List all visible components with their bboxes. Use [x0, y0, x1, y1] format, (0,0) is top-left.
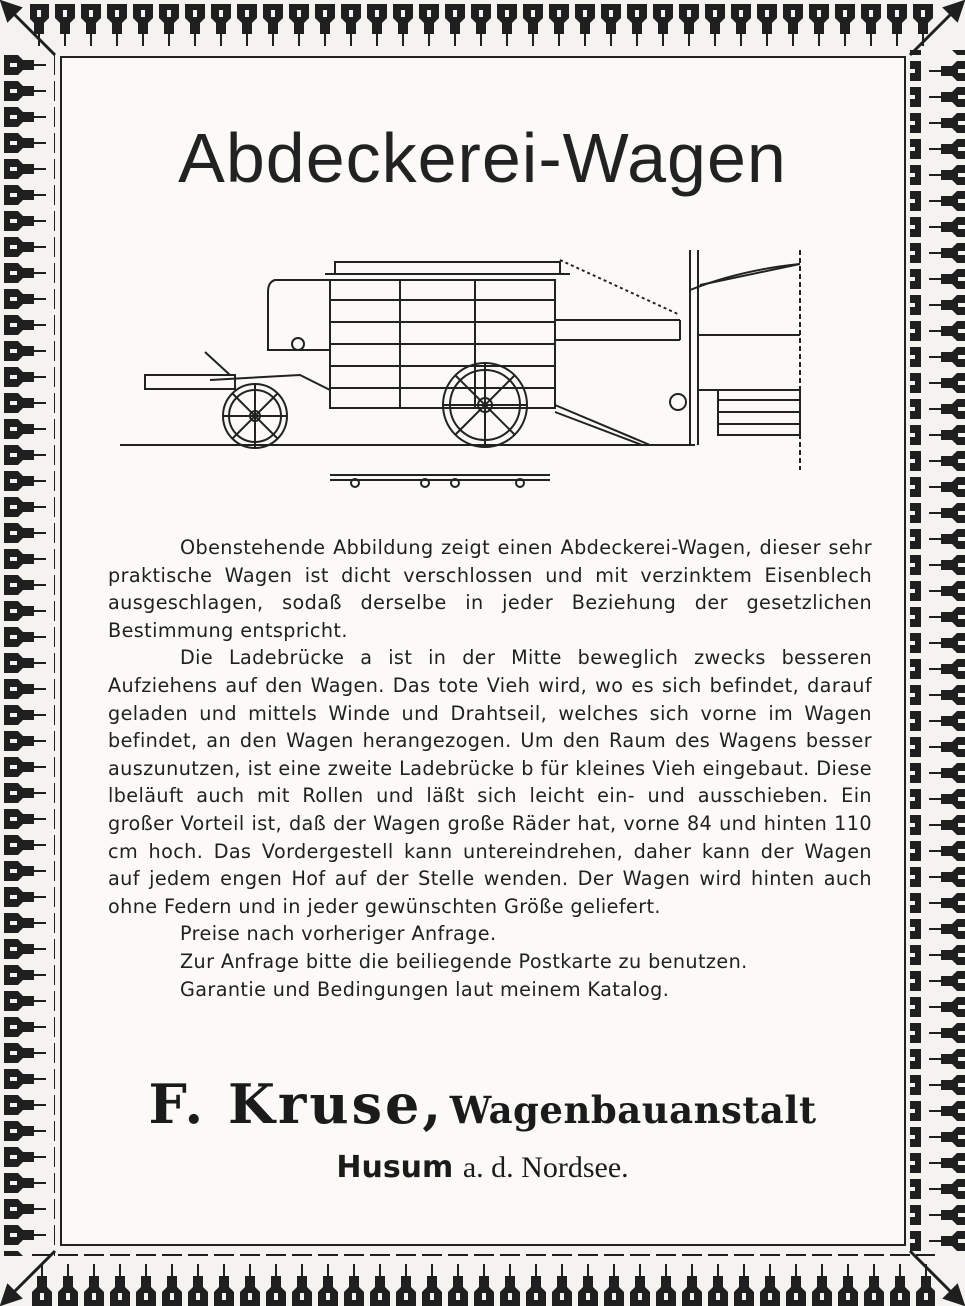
paragraph-prices: Preise nach vorheriger Anfrage. [180, 922, 497, 946]
city-name: Husum [336, 1150, 454, 1185]
company-line [0, 1072, 965, 1136]
paragraph-details: Die Ladebrücke a ist in der Mitte beweglich zwecks besseren Aufziehens auf den Wagen. Das tote Vieh wird, wo es sich befindet, darauf geladen und mittels Winde und Drahtseil, welches sich vorne im Wagen befindet, an den Wagen herangezogen. Um den Raum des Wagens besser auszunutzen, ist eine zweite Ladebrücke b für kleines Vieh eingebaut. Diese lbeläuft auch mit Rollen und läßt sich leicht ein- und ausschieben. Ein großer Vorteil ist, daß der Wagen große Räder hat, vorne 84 und hinten 110 cm hoch. Das Vordergestell kann untereindrehen, daher kann der Wagen auf jedem engen Hof auf der Stelle wenden. Der Wagen wird hinten auch ohne Federn und in jeder gewünschten Größe geliefert. [108, 646, 872, 918]
advert-title: Abdeckerei-Wagen [178, 119, 787, 197]
paragraph-postcard: Zur Anfrage bitte die beiliegende Postkarte zu benutzen. [180, 949, 748, 973]
company-location [0, 1150, 965, 1185]
company-trade: Wagenbauanstalt [449, 1088, 817, 1132]
horse-cart-illustration [120, 240, 850, 500]
company-name: F. Kruse, [148, 1072, 445, 1136]
paragraph-guarantee: Garantie und Bedingungen laut meinem Katalog. [180, 977, 670, 1001]
advert-body [108, 534, 872, 1003]
paragraph-description: Obenstehende Abbildung zeigt einen Abdeckerei-Wagen, dieser sehr praktische Wagen ist dicht verschlossen und mit verzinktem Eisenblech ausgeschlagen, sodaß derselbe in jeder Beziehung der gesetzlichen Bestimmung entspricht. [108, 536, 872, 642]
city-region: a. d. Nordsee. [462, 1151, 629, 1184]
